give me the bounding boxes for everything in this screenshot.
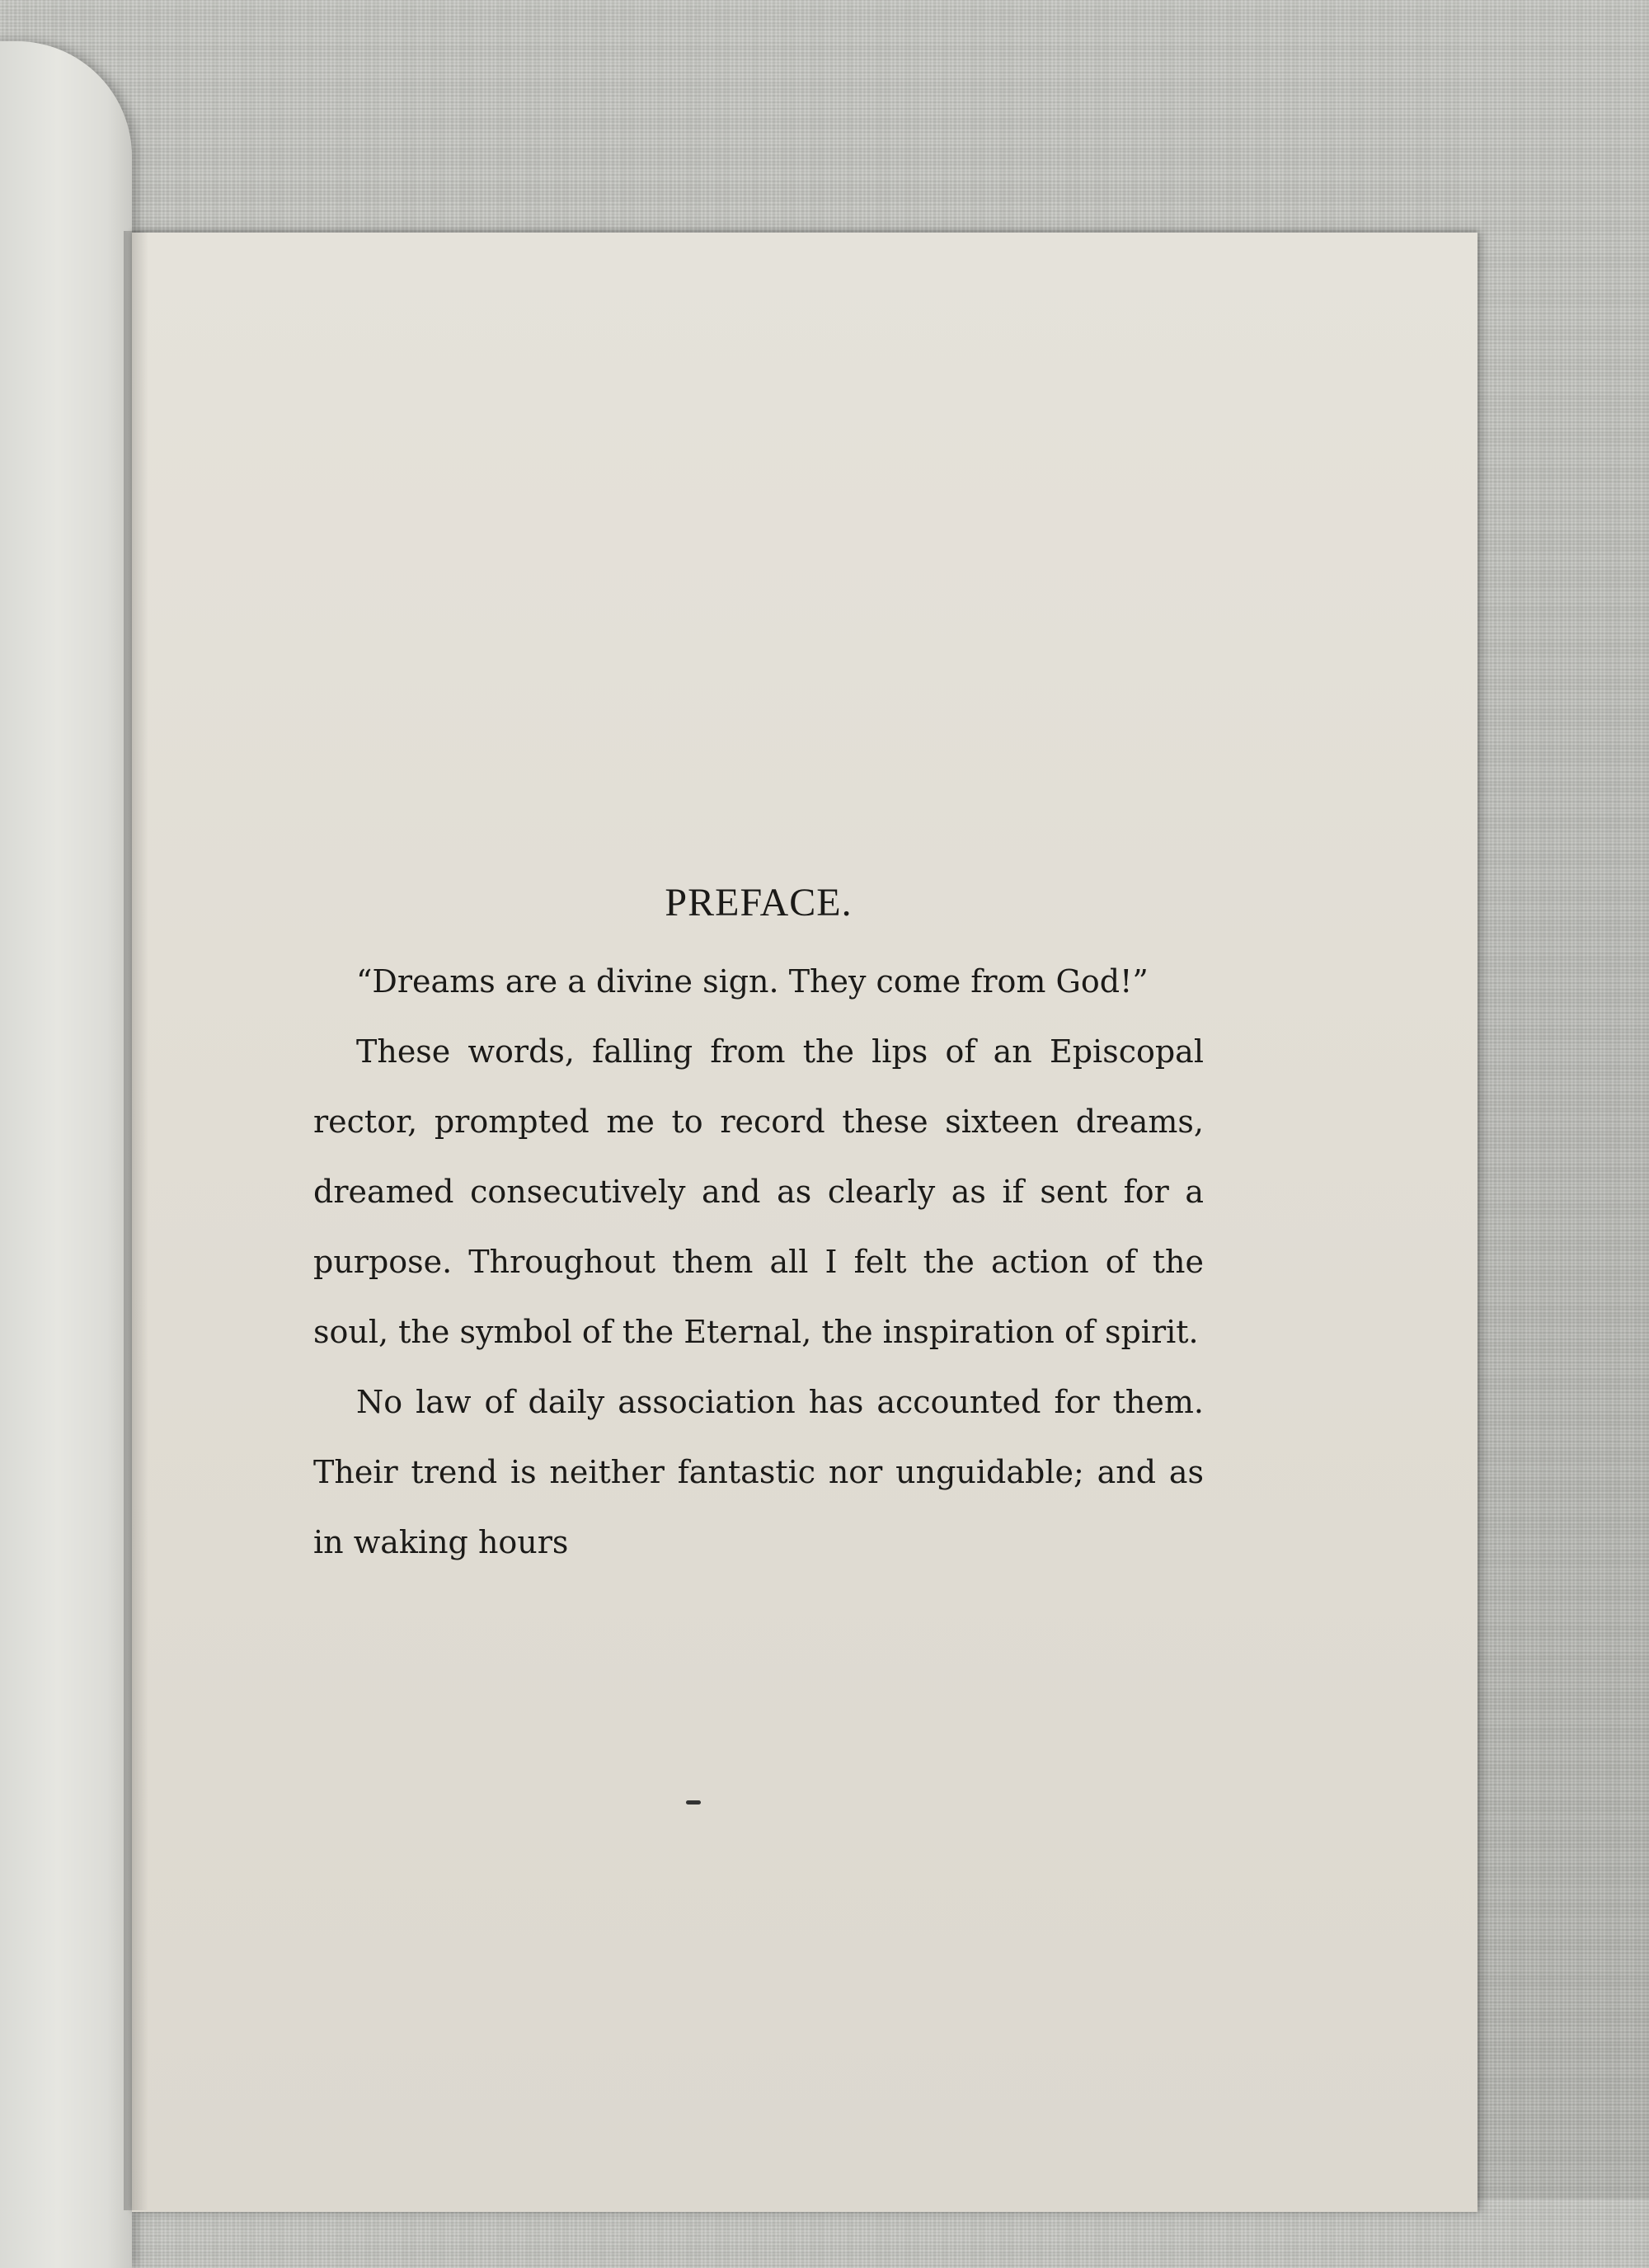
book-page <box>132 233 1478 2212</box>
paragraph-quote: “Dreams are a divine sign. They come from God!” <box>356 963 1149 1000</box>
page-text <box>313 868 1204 1578</box>
page-title: PREFACE. <box>665 881 853 925</box>
paragraph-words: These words, falling from the lips of an Episcopal rector, prompted me to record these sixteen dreams, dreamed consecutively and as clearly as if sent for a purpose. Throughout them all I felt the action of the soul, the symbol of the Eternal, the inspiration of spirit. <box>313 1033 1204 1350</box>
facing-page-edge <box>0 41 132 2268</box>
page-mark <box>686 1800 701 1805</box>
paragraph-law: No law of daily association has accounted for them. Their trend is neither fantastic nor unguidable; and as in waking hours <box>313 1384 1204 1560</box>
